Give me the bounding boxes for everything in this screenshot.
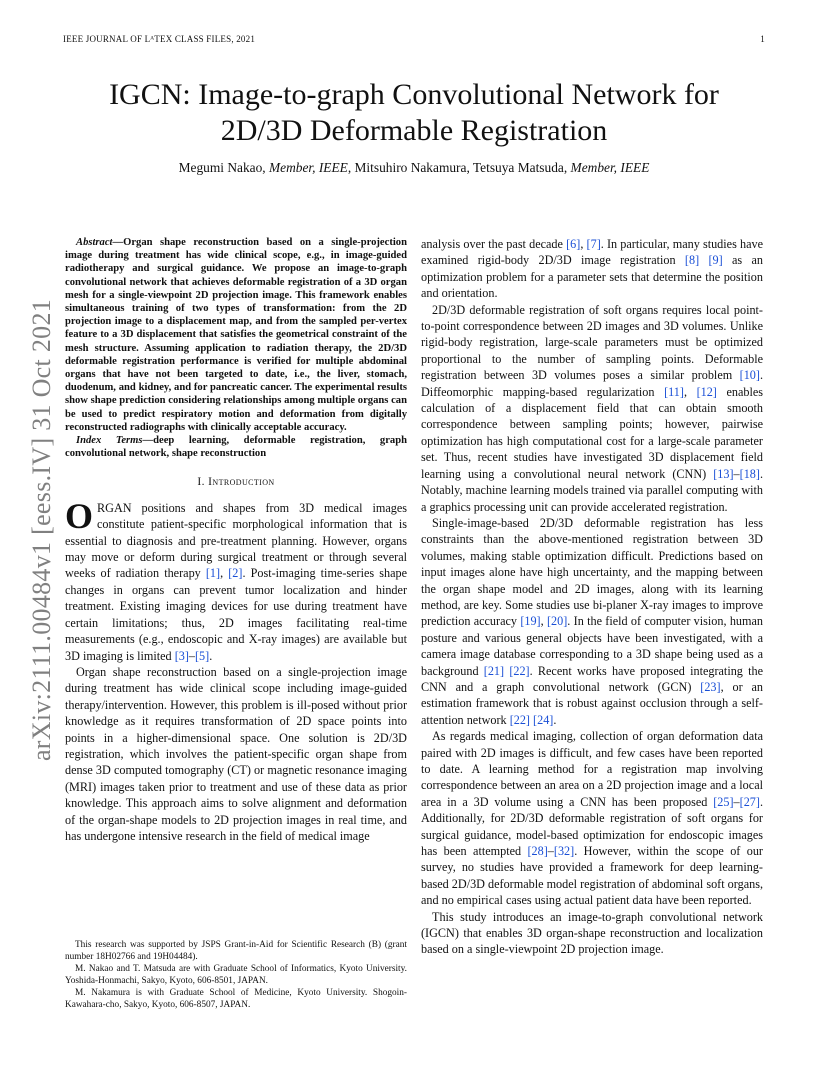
right-paragraph-2 — [421, 302, 763, 515]
citation-link[interactable]: [1] — [205, 566, 221, 581]
author-3-role: Member, IEEE — [570, 160, 650, 175]
citation-link[interactable]: [25] — [713, 794, 734, 809]
title-line-2: 2D/3D Deformable Registration — [220, 114, 608, 147]
text-run: 2D/3D deformable registration of soft organs requires local point-to-point correspondence between 2D images and 3D volumes. Unlike rigid-body registration, large-scale parameters must be optimized proportional to the number of sampling points. Deformable registration between 3D volumes poses a similar problem — [421, 302, 763, 383]
page-number: 1 — [760, 34, 765, 44]
citation-link[interactable]: [9] — [708, 253, 723, 268]
intro-paragraph-1 — [65, 495, 407, 664]
text-run: – — [733, 794, 740, 809]
text-run: , — [220, 566, 229, 581]
right-column — [421, 236, 763, 958]
footnotes — [65, 940, 407, 1013]
citation-link[interactable]: [8] — [684, 253, 700, 268]
abstract-label: Abstract — [76, 237, 113, 248]
journal-name: IEEE JOURNAL OF LᴬTEX CLASS FILES, 2021 — [63, 34, 256, 44]
section-heading-introduction: I. Introduction — [197, 476, 275, 489]
citation-link[interactable]: [13] — [713, 466, 734, 481]
citation-link[interactable]: [11] — [664, 384, 684, 399]
text-run: . Notably, machine learning models trained via parallel computing with a graphics processing unit can provide accelerated registration. — [421, 466, 763, 514]
citation-link[interactable]: [24] — [533, 712, 554, 727]
text-run: RGAN positions and shapes from 3D medical images constitute patient-specific morphological information that is essential to diagnosis and pre-treatment planning. However, organs may move or deform during surgical treatment or through several weeks of radiation therapy — [65, 500, 407, 581]
title-line-1: IGCN: Image-to-graph Convolutional Network for — [109, 78, 719, 111]
text-run: – — [547, 844, 554, 859]
text-run: . In the field of computer vision, human posture and various general objects have been investigated, with a camera image database corresponding to a 3D shape being used as a background — [421, 614, 763, 678]
footnote-funding: This research was supported by JSPS Grant-in-Aid for Scientific Research (B) (grant number 18H02766 and 19H04484). — [65, 940, 407, 962]
citation-link[interactable]: [3] — [174, 648, 189, 663]
index-terms-text: —deep learning, deformable registration, graph convolutional network, shape reconstruction — [65, 435, 407, 460]
citation-link[interactable]: [5] — [195, 648, 210, 663]
text-run: analysis over the past decade — [421, 237, 567, 251]
right-paragraph-5: This study introduces an image-to-graph convolutional network (IGCN) that enables 3D organ-shape reconstruction and localization based on a single-viewpoint 2D projection image. — [421, 909, 763, 957]
text-run: . Recent works have proposed integrating the CNN and a graph convolutional network (GCN) — [421, 663, 764, 694]
index-terms — [65, 434, 407, 460]
citation-link[interactable]: [7] — [586, 237, 601, 251]
running-head — [63, 34, 765, 46]
text-run: . Post-imaging time-series shape changes in organs can prevent tumor localization and hinder treatment. Existing imaging devices for use during treatment have certain limitations; thus, 2D images facilitating real-time measurements (e.g., endoscopic and X-ray images) are available but 3D imaging is limited — [65, 566, 407, 663]
dropcap-letter: O — [65, 495, 94, 536]
citation-link[interactable]: [23] — [700, 679, 721, 694]
footnote-affiliation-1: M. Nakao and T. Matsuda are with Graduate School of Informatics, Kyoto University. Yoshida-Honmachi, Sakyo, Kyoto, 606-8501, JAPAN. — [65, 964, 407, 986]
text-run: As regards medical imaging, collection of organ deformation data paired with 2D images is difficult, and few cases have been reported to date. A learning method for a registration map involving correspondence between an area on a 2D projection image and a local area in a 3D volume using a CNN has been proposed — [421, 729, 763, 809]
citation-link[interactable]: [32] — [553, 844, 575, 859]
author-2-3: , Mitsuhiro Nakamura, Tetsuya Matsuda, — [347, 160, 568, 175]
citation-link[interactable]: [2] — [228, 566, 243, 581]
text-run: – — [188, 648, 195, 663]
citation-link[interactable]: [22] — [509, 712, 530, 727]
text-run: Single-image-based 2D/3D deformable registration has less constraints than the above-mentioned registration between 3D volumes, making stable optimization difficult. Predictions based on input images alone have high uncertainty, and the mapping between the organ shape model and 2D images, along with its learning method, are key. Some studies use bi-planer X-ray images to improve prediction accuracy — [421, 515, 763, 629]
text-run: . In particular, many studies have examined rigid-body 2D/3D image registration — [421, 237, 763, 268]
abstract — [65, 236, 407, 434]
text-run: . Diffeomorphic mapping-based regularization — [421, 368, 763, 399]
text-run: . — [209, 648, 213, 663]
citation-link[interactable]: [20] — [546, 614, 568, 629]
abstract-text: —Organ shape reconstruction based on a single-projection image during treatment has wide clinical scope, e.g., in image-guided radiotherapy and surgical guidance. We propose an image-to-graph convolutional network that achieves deformable registration of a 3D organ mesh for a single-viewpoint 2D projection image. This framework enables simultaneous training of two types of transformation: from the 2D projection image to a displacement map, and from the sampled per-vertex feature to a 3D displacement that satisfies the geometrical constraint of the mesh structure. Assuming application to radiation therapy, the 2D/3D deformable registration performance is verified for multiple abdominal organs that have not been targeted to date, i.e., the liver, stomach, duodenum, and kidney, and for pancreatic cancer. The experimental results show shape prediction considering relationships among multiple organs can be used to predict respiratory motion and deformation from digitally reconstructed radiographs with clinically acceptable accuracy. — [65, 237, 407, 433]
citation-link[interactable]: [28] — [527, 844, 548, 859]
footnote-affiliation-2: M. Nakamura is with Graduate School of Medicine, Kyoto University. Shogoin-Kawahara-cho, Sakyo, Kyoto, 606-8507, JAPAN. — [65, 988, 407, 1010]
citation-link[interactable]: [12] — [696, 384, 717, 399]
text-run: , — [580, 237, 587, 251]
text-run: as an optimization problem for a parameter sets that determine the position and orientation. — [421, 253, 763, 301]
arxiv-stamp — [22, 290, 62, 770]
author-1: Megumi Nakao, — [178, 160, 266, 175]
right-paragraph-3 — [421, 515, 763, 728]
citation-link[interactable]: [21] — [483, 663, 505, 678]
text-run: , or an estimation framework that is robust against occlusion through a self-attention network — [421, 679, 764, 727]
right-paragraph-1 — [421, 236, 763, 302]
citation-link[interactable]: [19] — [520, 614, 541, 629]
text-run: , — [540, 614, 547, 629]
author-list — [63, 160, 765, 176]
index-terms-label: Index Terms — [76, 435, 143, 447]
citation-link[interactable]: [22] — [509, 663, 530, 678]
text-run: . Additionally, for 2D/3D deformable registration of soft organs for surgical guidance, model-based optimization for endoscopic images has been attempted — [421, 794, 763, 859]
text-run: . — [553, 712, 557, 727]
text-run: . However, within the scope of our survey, no studies have provided a framework for deep learning-based 2D/3D deformable model registration of abdominal soft organs, and no empirical cases using actual patient data have been reported. — [421, 844, 763, 908]
paper-title — [63, 77, 765, 149]
left-column — [65, 236, 407, 844]
citation-link[interactable]: [6] — [566, 237, 581, 251]
citation-link[interactable]: [27] — [739, 794, 760, 809]
right-paragraph-4 — [421, 728, 763, 908]
citation-link[interactable]: [10] — [739, 368, 760, 383]
arxiv-identifier[interactable]: arXiv:2111.00484v1 [eess.IV] 31 Oct 2021 — [27, 298, 56, 762]
author-1-role: Member, IEEE — [269, 160, 348, 175]
text-run: enables calculation of a displacement field that can obtain smooth correspondence between sampling points; however, pairwise optimization has high computational cost for a large-scale parameter set. Thus, recent studies have investigated 3D displacement field learning using a convolutional neural network (CNN) — [421, 384, 763, 481]
text-run: , — [683, 384, 697, 399]
text-run: – — [733, 466, 740, 481]
intro-paragraph-2: Organ shape reconstruction based on a single-projection image during treatment has wide clinical scope including image-guided therapy/intervention. However, this problem is ill-posed without prior knowledge as it requires transformation of 2D space points into points in a higher-dimensional space. One solution is 2D/3D registration, which involves the patient-specific organ shape from dense 3D computed tomography (CT) or magnetic resonance imaging (MRI) images taken prior to treatment and use of these data as prior knowledge. This approach aims to solve alignment and deformation of the organ-shape models to 2D projection images in real time, and has undergone intensive research in the field of medical image — [65, 664, 407, 843]
citation-link[interactable]: [18] — [739, 466, 760, 481]
